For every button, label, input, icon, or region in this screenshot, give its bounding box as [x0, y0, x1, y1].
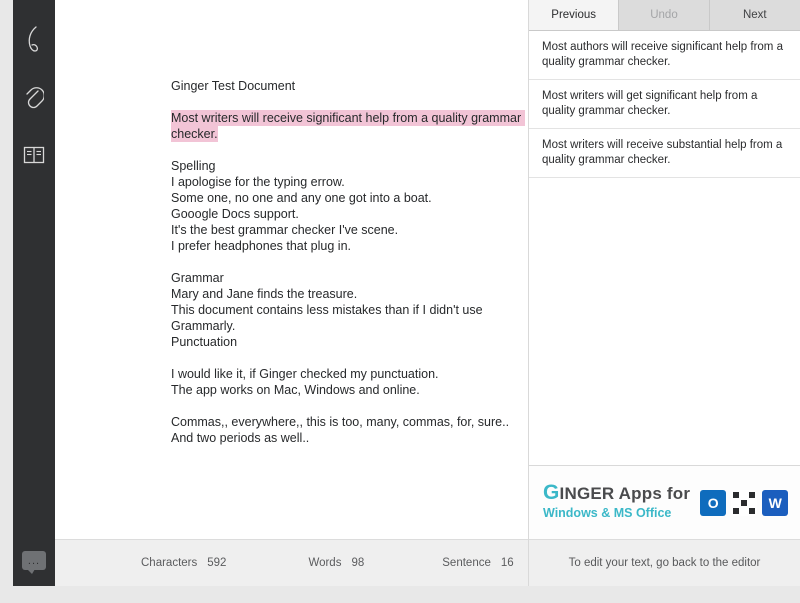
section-heading-spelling: Spelling: [171, 159, 216, 173]
document-line: Commas,, everywhere,, this is too, many, commas, for, sure..: [171, 415, 510, 429]
suggestion-item[interactable]: Most writers will get significant help from a quality grammar checker.: [529, 80, 800, 129]
document-line: I apologise for the typing errow.: [171, 175, 345, 189]
tool-rail: [13, 0, 55, 586]
promo-banner[interactable]: [529, 465, 800, 539]
document-line: Mary and Jane finds the treasure.: [171, 287, 358, 301]
previous-button[interactable]: Previous: [529, 0, 619, 30]
characters-label: Characters: [141, 557, 198, 569]
section-heading-grammar: Grammar: [171, 271, 224, 285]
document-line: And two periods as well..: [171, 431, 310, 445]
outlook-icon[interactable]: [700, 490, 726, 516]
document-line: I prefer headphones that plug in.: [171, 239, 351, 253]
spacer: [171, 94, 528, 110]
spacer: [171, 142, 528, 158]
document-title-line: Ginger Test Document: [171, 79, 296, 93]
outlook-icon-letter: O: [707, 494, 719, 511]
promo-headline-rest: INGER Apps for: [559, 484, 691, 503]
spacer: [171, 350, 528, 366]
document-line: Some one, no one and any one got into a boat.: [171, 191, 432, 205]
suggestions-pane: [528, 0, 800, 586]
suggestion-item[interactable]: Most writers will receive substantial help from a quality grammar checker.: [529, 129, 800, 178]
words-stat: [308, 557, 364, 569]
undo-button[interactable]: Undo: [619, 0, 709, 30]
promo-brand-initial: G: [543, 481, 560, 504]
highlighted-sentence-text: Most writers will receive significant help from a quality grammar checker.: [171, 111, 525, 141]
suggestions-toolbar: [529, 0, 800, 31]
words-value: 98: [351, 557, 365, 569]
suggestions-list: [529, 31, 800, 465]
word-icon-letter: W: [768, 494, 782, 511]
spacer: [171, 254, 528, 270]
suggestion-item[interactable]: Most authors will receive significant help from a quality grammar checker.: [529, 31, 800, 80]
characters-stat: [141, 557, 226, 569]
promo-text: [543, 483, 690, 522]
document-line: This document contains less mistakes than if I didn't use: [171, 303, 483, 317]
next-button[interactable]: Next: [710, 0, 800, 30]
paperclip-icon[interactable]: [13, 74, 55, 120]
sentence-value: 16: [500, 557, 514, 569]
highlighted-sentence[interactable]: [171, 110, 528, 142]
tool-rail-top-group: [13, 0, 55, 178]
pen-icon[interactable]: [13, 16, 55, 62]
chat-button[interactable]: [13, 551, 55, 570]
status-bar: [55, 539, 528, 586]
characters-value: 592: [207, 557, 227, 569]
document-line: Gooogle Docs support.: [171, 207, 299, 221]
book-icon[interactable]: [13, 132, 55, 178]
document-line: The app works on Mac, Windows and online.: [171, 383, 420, 397]
words-label: Words: [308, 557, 342, 569]
document-line: Grammarly.: [171, 319, 236, 333]
editor-hint: To edit your text, go back to the editor: [529, 539, 800, 586]
chat-bubble-icon: [22, 551, 46, 570]
document-line: Punctuation: [171, 335, 238, 349]
document-line: I would like it, if Ginger checked my punctuation.: [171, 367, 439, 381]
document-body[interactable]: [55, 0, 528, 539]
sentence-stat: [442, 557, 513, 569]
qr-icon[interactable]: [731, 490, 757, 516]
promo-subheadline: Windows & MS Office: [543, 506, 672, 520]
ginger-app-window: [13, 0, 800, 586]
promo-icons: [700, 490, 788, 516]
spacer: [171, 398, 528, 414]
sentence-label: Sentence: [442, 557, 491, 569]
document-line: It's the best grammar checker I've scene.: [171, 223, 399, 237]
qr-grid: [733, 492, 755, 514]
editor-pane: [55, 0, 528, 586]
promo-headline: [543, 483, 690, 504]
word-icon[interactable]: [762, 490, 788, 516]
chat-bubble-dots: ...: [27, 554, 41, 567]
